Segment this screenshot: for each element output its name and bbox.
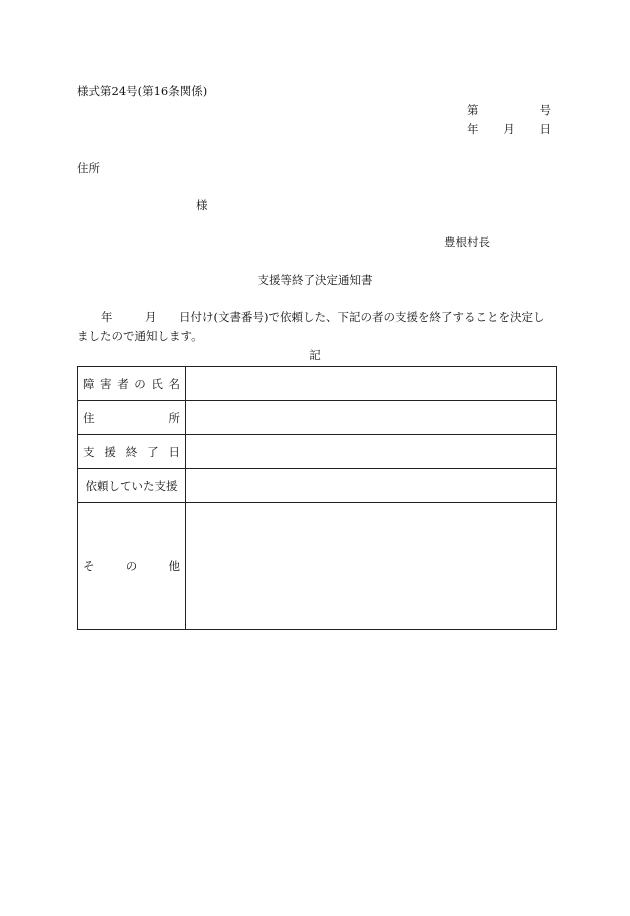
label-char: 氏 bbox=[151, 376, 163, 391]
document-number bbox=[467, 105, 551, 117]
label-char: 者 bbox=[117, 376, 129, 391]
table-row bbox=[78, 435, 557, 469]
table-row bbox=[78, 503, 557, 630]
body-year: 年 bbox=[101, 310, 113, 324]
date-month: 月 bbox=[503, 122, 515, 136]
row-value-other bbox=[186, 503, 557, 630]
label-char: そ bbox=[83, 559, 95, 573]
table-row bbox=[78, 401, 557, 435]
body-month: 月 bbox=[145, 310, 157, 324]
label-char: 日 bbox=[168, 444, 180, 459]
number-suffix: 号 bbox=[539, 103, 551, 117]
details-table bbox=[77, 366, 557, 630]
table-row bbox=[78, 469, 557, 503]
date-day: 日 bbox=[539, 122, 551, 136]
label-char: 障 bbox=[83, 376, 95, 391]
body-line-1-text: 日付け(文書番号)で依頼した、下記の者の支援を終了することを決定し bbox=[179, 310, 545, 324]
row-value-name bbox=[186, 367, 557, 401]
row-value-end-date bbox=[186, 435, 557, 469]
label-char: 所 bbox=[168, 410, 180, 425]
label-char: 援 bbox=[104, 444, 116, 459]
form-number: 様式第24号(第16条関係) bbox=[77, 84, 208, 98]
sender-name: 豊根村長 bbox=[444, 235, 490, 249]
ki-heading: 記 bbox=[309, 348, 321, 362]
body-line-1 bbox=[77, 312, 555, 324]
label-char: 終 bbox=[125, 444, 138, 459]
address-label: 住所 bbox=[77, 161, 100, 175]
issue-date bbox=[467, 124, 551, 136]
label-char: 住 bbox=[83, 410, 95, 425]
date-year: 年 bbox=[467, 122, 479, 136]
row-label-end-date bbox=[78, 435, 186, 469]
label-char: 他 bbox=[168, 559, 180, 573]
number-prefix: 第 bbox=[467, 103, 479, 117]
label-char: 害 bbox=[100, 376, 112, 391]
table-row bbox=[78, 367, 557, 401]
label-char: 了 bbox=[147, 444, 159, 459]
label-char: 支 bbox=[83, 444, 95, 459]
row-value-requested-support bbox=[186, 469, 557, 503]
label-char: の bbox=[125, 559, 138, 573]
row-value-address bbox=[186, 401, 557, 435]
body-line-2: ましたので通知します。 bbox=[77, 329, 203, 343]
document-title: 支援等終了決定通知書 bbox=[257, 273, 373, 287]
label-char: の bbox=[134, 376, 146, 391]
label-char: 名 bbox=[168, 376, 180, 391]
recipient-honorific: 様 bbox=[196, 198, 208, 212]
row-label-requested-support bbox=[78, 469, 186, 503]
row-label-other bbox=[78, 503, 186, 630]
row-label-address bbox=[78, 401, 186, 435]
row-label-name bbox=[78, 367, 186, 401]
label-text: 依頼していた支援 bbox=[85, 478, 178, 493]
